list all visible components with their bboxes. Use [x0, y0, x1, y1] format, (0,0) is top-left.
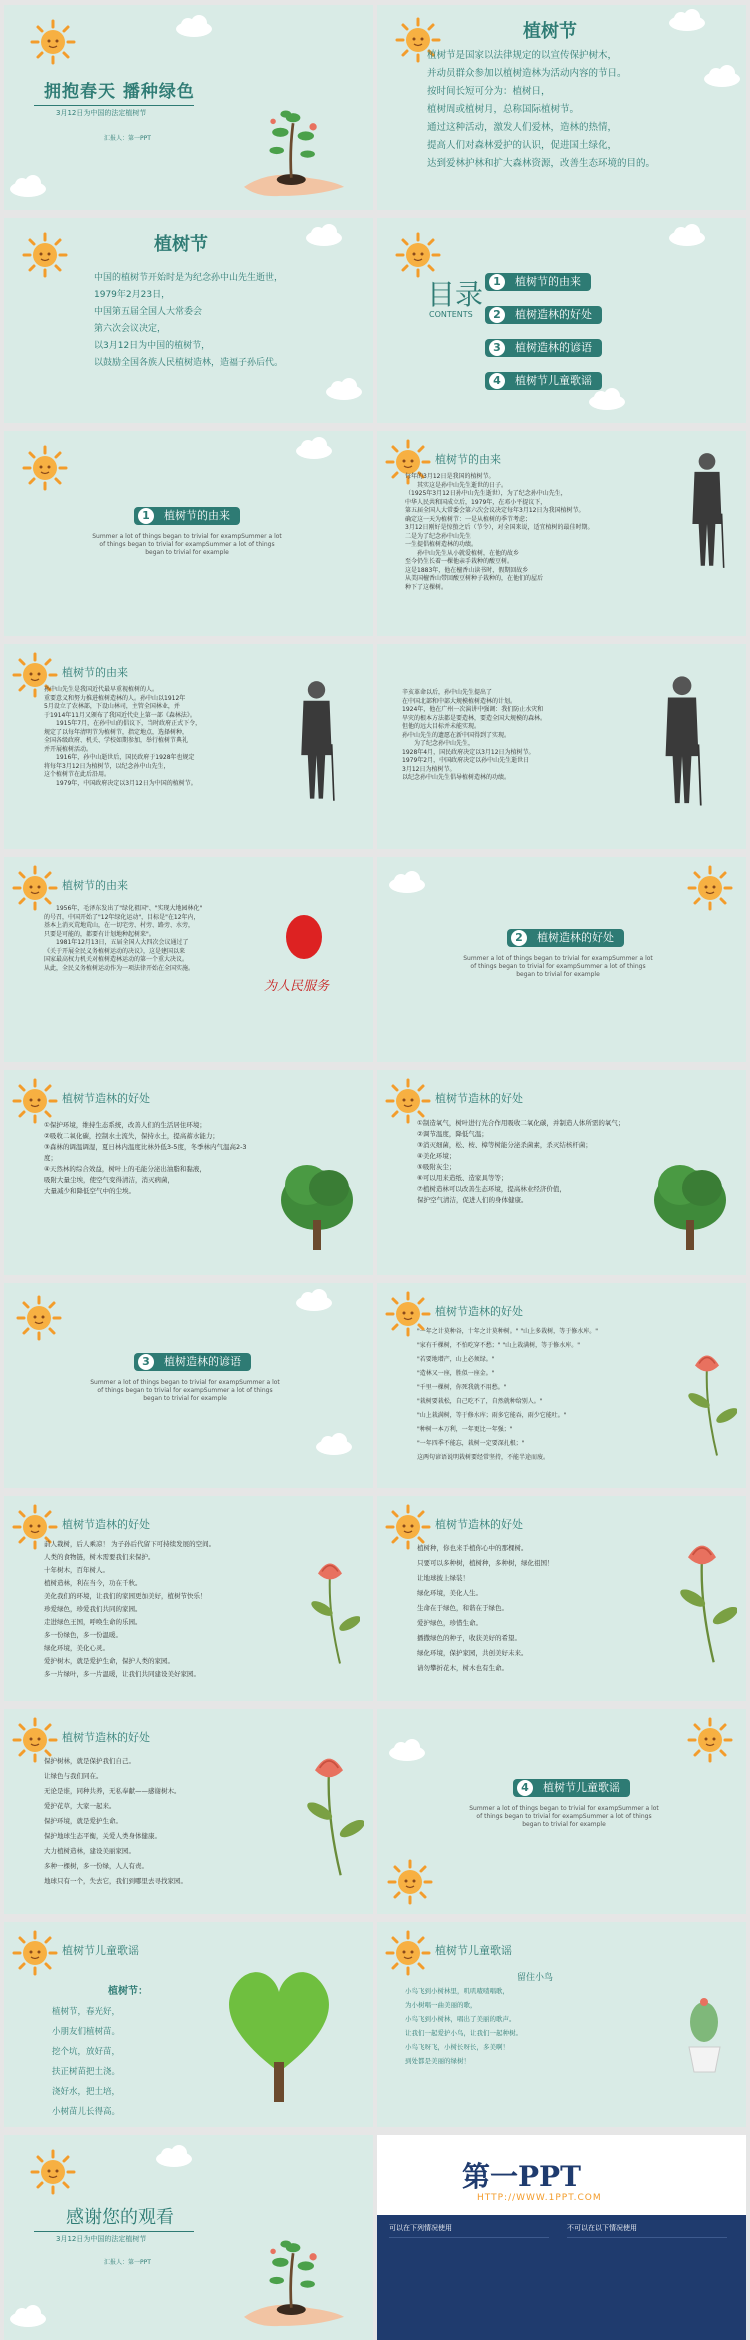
- sun-icon: [12, 1930, 58, 1976]
- slide-thanks: [4, 2135, 373, 2340]
- section-3-label: 3 植树造林的谚语: [134, 1353, 251, 1371]
- cover-title: 拥抱春天 播种绿色: [44, 82, 195, 102]
- slide-origin-2: [4, 644, 373, 849]
- origin-text: 每年的3月12日是我国的植树节。 其实这是孙中山先生逝世的日子。 （1925年3月12日孙中山先生逝世），为了纪念孙中山先生， 中华人民共和国成立后，1979年，在邓小平提议下， 第五届全国人大常委会第六次会议决定每年3月12日为我国植树节。 确定这一天为植树节：一是从植树的季节考虑； 3月12日刚好是惊蛰之后（节令），对全国来说，适宜植树的最佳时期。 二是为了纪念孙中山先生 一生提倡植树造林的功绩。 孙中山先生从小就爱植树，在他的故乡 至今仍生长着一棵他亲手栽种的酸豆树。 这是1883年，他在檀香山读书时，假期回故乡 从美国檀香山带回酸豆树种子栽种的，在他们的屋后 种下了这棵树。: [405, 473, 594, 591]
- slide-heading: 植树节儿童歌谣: [62, 1944, 139, 1957]
- cloud-icon: [294, 1289, 334, 1311]
- slide-heading: 植树节造林的好处: [62, 1092, 150, 1105]
- slide-proverbs-2: [4, 1496, 373, 1701]
- sun-icon: [395, 232, 441, 278]
- cloud-icon: [387, 871, 427, 893]
- slide-heading: 植树节的由来: [62, 879, 128, 892]
- toc-item-3[interactable]: 3 植树造林的谚语: [485, 339, 602, 357]
- slide-heading: 植树节造林的好处: [435, 1518, 523, 1531]
- hand-sapling-illustration: [224, 105, 364, 205]
- tree-illustration: [645, 1140, 735, 1250]
- cloud-icon: [294, 437, 334, 459]
- origin-text: 孙中山先生是我国近代最早重视植树的人。 重要意义和努力推进植树造林的人。孙中山以1912年 5月设立了农林部，下设山林司，主管全国林业，并 于1914年11月又颁布了我国近代史上第一部《森林法》。 1915年7月，在孙中山的倡议下，当时政府正式下令， 规定了以每年清明节为植树节，指定地点，选择树种， 全国各级政府、机关、学校如期参加，举行植树节典礼 并开展植树活动。 1916年，孙中山逝世后，国民政府于1928年也规定 将每年3月12日为植树节，以纪念孙中山先生， 这个植树节在此后沿用。 1979年，中国政府决定以3月12日为中国的植树节。: [44, 686, 202, 787]
- calligraphy-stamp: 为人民服务: [264, 979, 330, 994]
- cloud-icon: [387, 1739, 427, 1761]
- slide-section-3: [4, 1283, 373, 1488]
- slide-proverbs-1: [377, 1283, 746, 1488]
- heart-tree-illustration: [219, 1952, 339, 2112]
- slide-section-4: [377, 1709, 746, 1914]
- promo-logo: 第一PPT: [462, 2160, 581, 2193]
- proverbs-text: 植树种，你也来手植你心中的那棵树。 只要可以多种树，植树种，多种树，绿化祖国！ 让地球披上绿装！ 绿化环境，美化人生。 生命在于绿色，和谐在于绿色。 爱护绿色，珍惜生命。 播撒绿色的种子，收获美好的希望。 绿化环境，保护家园，共创美好未来。 请勿攀折花木，树木也有生命。: [417, 1544, 554, 1672]
- toc-title: 目录: [427, 278, 484, 311]
- slide-songs-2: [377, 1922, 746, 2127]
- section-1-label: 1 植树节的由来: [134, 507, 240, 525]
- slide-festival: [4, 218, 373, 423]
- sun-icon: [687, 1717, 733, 1763]
- intro-text: 植树节是国家以法律规定的以宣传保护树木， 并动员群众参加以植树造林为活动内容的节日。 按时间长短可分为：植树日， 植树周或植树月，总称国际植树节。 通过这种活动，激发人们爱林，造林的热情， 提高人们对森林爱护的认识，促进国土绿化， 达到爱林护林和扩大森林资源，改善生态环境的目的。: [427, 50, 656, 169]
- benefits-text: ①制造氧气，树叶进行光合作用吸收二氧化碳，并制造人体所需的氧气； ②调节温度，降低气温； ③消灭细菌，松、桉、樟等树能分泌杀菌素，杀灭结核杆菌； ④美化环境； ⑤吸附灰尘； ⑥可以用来造纸、造家具等等； ⑦植树造林可以改善生态环境，提高林业经济价值， 保护空气清洁，促进人们的身体健康。: [417, 1119, 625, 1204]
- section-description: Summer a lot of things began to trivial for exampSummer a lot of things began to trivial for exampSummer a lot of things began to trivial for example: [90, 1379, 280, 1402]
- red-portrait-icon: [286, 915, 322, 959]
- flower-illustration: [677, 1343, 737, 1463]
- cloud-icon: [8, 2305, 48, 2327]
- festival-text: 中国的植树节开始时是为纪念孙中山先生逝世， 1979年2月23日， 中国第五届全国人大常委会 第六次会议决定， 以3月12日为中国的植树节， 以鼓励全国各族人民植树造林，造福子孙后代。: [94, 273, 284, 368]
- slide-songs-1: [4, 1922, 373, 2127]
- song-lyrics: 小鸟飞到小树林里，叽叽喳喳唱歌， 为小树唱一曲美丽的歌， 小鸟飞到小树林，唱出了美丽的歌声。 让我们一起爱护小鸟，让我们一起种树。 小鸟飞呀飞，小树长呀长，多美啊！ 到处都是美丽的绿树！: [405, 1987, 522, 2065]
- slide-heading: 植树节造林的好处: [62, 1731, 150, 1744]
- section-description: Summer a lot of things began to trivial for exampSummer a lot of things began to trivial for exampSummer a lot of things began to trivial for example: [469, 1805, 659, 1828]
- sun-icon: [16, 1295, 62, 1341]
- toc-item-4[interactable]: 4 植树节儿童歌谣: [485, 372, 602, 390]
- slide-proverbs-4: [4, 1709, 373, 1914]
- origin-text: 1956年，毛泽东发出了"绿化祖国"、"实现大地园林化" 的号召，中国开始了"12年绿化运动"，目标是"在12年内， 基本上消灭荒地荒山，在一切宅旁、村旁、路旁、水旁， 只要是可能的，都要有计划地种起树来"。 1981年12月13日，五届全国人大四次会议通过了 《关于开展全民义务植树运动的决议》，这是建国以来 国家最高权力机关对植树造林运动的第一个重大决议。 从此，全民义务植树运动作为一项法律开始在全国实施。: [44, 905, 203, 972]
- divider: [389, 2237, 549, 2278]
- slide-origin-4: [4, 857, 373, 1062]
- slide-origin-3: [377, 644, 746, 849]
- proverbs-text: 保护树林，就是保护我们自己。 让绿色与我们同在。 无论是谁，同种共养，无私奉献——感谢树木。 爱护花草，大家一起来。 保护环境，就是爱护生命。 保护地球生态平衡，关爱人类身体健康。 大力植树造林，建设美丽家园。 多种一棵树，多一份绿，人人有责。 地球只有一个，失去它，我们到哪里去寻找家园。: [44, 1757, 187, 1885]
- cover-reporter: 汇报人：第一PPT: [104, 135, 151, 142]
- sun-icon: [687, 865, 733, 911]
- cover-subtitle: 3月12日为中国的法定植树节: [56, 109, 147, 117]
- promo-right-title: 不可以在以下情况使用: [567, 2224, 637, 2232]
- proverbs-text: 前人栽树，后人乘凉！ 为子孙后代留下可持续发展的空间。 人类的食物链，树木需要我们来保护。 十年树木，百年树人。 植树造林，利在当今，功在千秋。 美化我们的环境，让我们的家园更加美好，植树节快乐！ 珍爱绿色，珍爱我们共同的家园。 走进绿色王国，呼唤生命的乐园。 多一份绿色，多一份温暖。 绿化环境，美化心灵。 爱护树木，就是爱护生命，保护人类的家园。 多一片绿叶，多一片温暖，让我们共同建设美好家园。: [44, 1540, 216, 1678]
- slide-benefits-2: [377, 1070, 746, 1275]
- slide-heading: 植树节的由来: [435, 453, 501, 466]
- sun-icon: [12, 1078, 58, 1124]
- slide-cover: [4, 5, 373, 210]
- slide-heading: 植树节的由来: [62, 666, 128, 679]
- promo-panel: [377, 2215, 746, 2340]
- slide-origin-1: [377, 431, 746, 636]
- slide-benefits-1: [4, 1070, 373, 1275]
- cloud-icon: [324, 378, 364, 400]
- section-description: Summer a lot of things began to trivial for exampSummer a lot of things began to trivial for exampSummer a lot of things began to trivial for example: [463, 955, 653, 978]
- slide-heading: 植树节儿童歌谣: [435, 1944, 512, 1957]
- section-description: Summer a lot of things began to trivial for exampSummer a lot of things began to trivial for exampSummer a lot of things began to trivial for example: [92, 533, 282, 556]
- cloud-icon: [667, 224, 707, 246]
- thanks-title: 感谢您的观看: [66, 2207, 174, 2228]
- song-title: 植树节：: [108, 1986, 148, 1997]
- portrait-illustration: [682, 451, 732, 571]
- toc-item-1[interactable]: 1 植树节的由来: [485, 273, 591, 291]
- section-4-label: 4 植树节儿童歌谣: [513, 1779, 630, 1797]
- slide-title: 植树节: [154, 234, 208, 255]
- slide-proverbs-3: [377, 1496, 746, 1701]
- promo-left-title: 可以在下列情况使用: [389, 2224, 452, 2232]
- divider: [567, 2237, 727, 2278]
- flower-illustration: [294, 1739, 364, 1889]
- song-lyrics: 植树节，春光好， 小朋友们植树苗。 挖个坑，放好苗， 扶正树苗把土浇。 浇好水，把土培， 小树苗儿长得高。: [52, 2007, 121, 2117]
- slide-toc: [377, 218, 746, 423]
- portrait-illustration: [652, 674, 712, 809]
- cloud-icon: [587, 388, 627, 410]
- toc-item-2[interactable]: 2 植树造林的好处: [485, 306, 602, 324]
- sun-icon: [385, 1930, 431, 1976]
- thanks-subtitle: 3月12日为中国的法定植树节: [56, 2235, 147, 2243]
- cloud-icon: [667, 9, 707, 31]
- cloud-icon: [304, 224, 344, 246]
- slide-title: 植树节: [523, 21, 577, 42]
- slide-section-2: [377, 857, 746, 1062]
- divider: [34, 105, 194, 106]
- slide-promo: [377, 2135, 746, 2340]
- toc-subtitle: CONTENTS: [429, 310, 473, 319]
- slide-heading: 植树节造林的好处: [435, 1305, 523, 1318]
- slide-heading: 植树节造林的好处: [62, 1518, 150, 1531]
- divider: [34, 2231, 194, 2232]
- potted-plant-illustration: [677, 1977, 732, 2077]
- proverbs-text: "一年之计莫种谷，十年之计莫种树。" "山上多栽树，等于修水库。" "家有千棵树，不怕吃穿不愁；" "山上栽满树，等于修水库。" "若要地增产，山上必须绿。" "造林又一座，胜似一座金。" "千里一棵树，你死我就不用愁。" "栽树要栽松，自己吃不了，自然就种给别人。" "山上栽满树，等于修水库；雨多它能吞，雨少它能吐。" "种树一本万利，一年更比一年强；" "一年四季不能忘，栽树一定要深扎根；" 这两句谚语说明栽树要经常坚持，不能半途而废。: [417, 1328, 598, 1461]
- flower-illustration: [300, 1551, 360, 1671]
- flower-illustration: [667, 1526, 737, 1676]
- tree-illustration: [272, 1140, 362, 1250]
- promo-url[interactable]: HTTP://WWW.1PPT.COM: [477, 2193, 602, 2203]
- sun-icon: [22, 445, 68, 491]
- portrait-illustration: [289, 679, 344, 804]
- sun-icon: [387, 1859, 433, 1905]
- benefits-text: ①保护环境，维持生态系统，改善人们的生活居住环境； ②吸收二氧化碳，控制水土流失，保持水土，提高蓄水能力； ③森林的调温调湿，夏日林内温度比林外低3-5度，冬季林内气温高2-3度； ④天然林的综合效益，树叶上的毛能分泌出油脂和黏液， 吸附大量尘埃，使空气变得清洁，消灭病菌， 大量减少和降低空气中的尘埃。: [44, 1121, 247, 1195]
- sun-icon: [22, 232, 68, 278]
- section-2-label: 2 植树造林的好处: [507, 929, 624, 947]
- slide-intro: [377, 5, 746, 210]
- cloud-icon: [8, 175, 48, 197]
- cloud-icon: [154, 2145, 194, 2167]
- song-title: 留住小鸟: [517, 1973, 554, 1983]
- thanks-reporter: 汇报人：第一PPT: [104, 2259, 151, 2266]
- sun-icon: [30, 2149, 76, 2195]
- cloud-icon: [314, 1433, 354, 1455]
- sun-icon: [30, 19, 76, 65]
- hand-sapling-illustration: [224, 2235, 364, 2335]
- slide-section-1: [4, 431, 373, 636]
- slide-heading: 植树节造林的好处: [435, 1092, 523, 1105]
- origin-text: 辛亥革命以后，孙中山先生提出了 在中国北部和中部大规模植树造林的计划。 1924年，他在广州一次演讲中强调：我们防止水灾和 旱灾的根本方法都是要造林，要造全国大规模的森林。 但他的远大目标并未能实现。 孙中山先生的遗愿在新中国得到了实现。 为了纪念孙中山先生， 1928年4月，国民政府决定以3月12日为植树节。 1979年2月，中国政府决定以孙中山先生逝世日 3月12日为植树节。 以纪念孙中山先生倡导植树造林的功绩。: [402, 689, 547, 781]
- cloud-icon: [174, 15, 214, 37]
